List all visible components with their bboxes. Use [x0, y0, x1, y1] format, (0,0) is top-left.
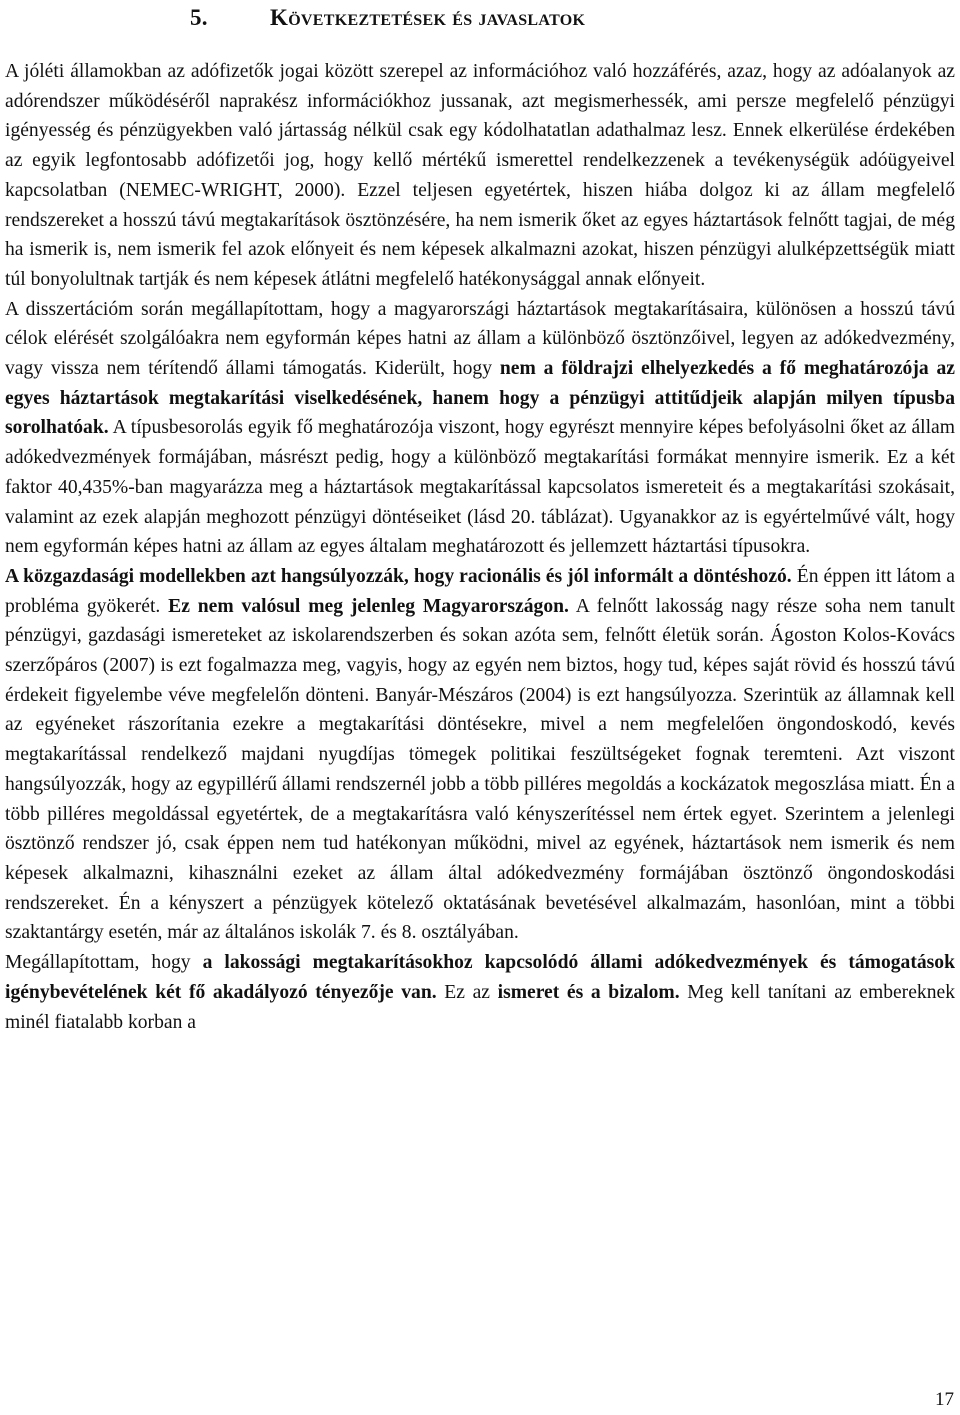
paragraph-2-text-a: A disszertációm során megállapítottam, hogy a magyarországi háztartások megtakarításaira, különösen a hosszú távú célok elérését szolgálóakra nem egyformán képes hatni az állam a különböző ösztönzőivel, legyen az adókedvezmény, vagy vissza nem térítendő állami támogatás. Kiderült, hogy: [5, 298, 955, 380]
section-title: Következtetések és javaslatok: [270, 5, 586, 30]
paragraph-4-text-c: Ez az: [436, 981, 498, 1003]
paragraph-2-bold-finding: nem a földrajzi elhelyezkedés a fő meghatározója az egyes háztartások megtakarítási viselkedésének, hanem hogy a pénzügyi attitűdjeik alapján milyen típusba sorolhatóak.: [5, 358, 956, 439]
paragraph-2: [5, 295, 955, 562]
paragraph-4-text-a: Megállapítottam, hogy: [5, 952, 203, 974]
paragraph-3-text-d: A felnőtt lakosság nagy része soha nem tanult pénzügyi, gazdasági ismereteket az iskolarendszerben és sokan azóta sem, felnőtt életük során. Ágoston Kolos-Kovács szerzőpáros (2007) is ezt fogalmazza meg, vagyis, hogy az egyén nem biztos, hogy tud, képes saját rövid és hosszú távú érdekeit figyelembe véve megfelelőn dönteni. Banyár-Mészáros (2004) is ezt hangsúlyozza. Szerintük az államnak kell az egyéneket rászorítania ezekre a megtakarítási döntésekre, mivel a nem megfelelően öngondoskodó, kevés megtakarítással rendelkező majdani nyugdíjas tömegek politikai feszültségeket fognak teremteni. Azt viszont hangsúlyozzák, hogy az egypillérű állami rendszernél jobb a több pilléres megoldás a kockázatok megoszlása miatt. Én a több pilléres megoldással egyetértek, de a megtakarításra való kényszerítéssel nem értek egyet. Szerintem a jelenlegi ösztönző rendszer jó, csak éppen nem tud hatékonyan működni, mivel az egyének, háztartások nem ismerik és nem képesek alkalmazni, kihasználni ezeket az állam által adókedvezmény formájában ösztönző öngondoskodási rendszereket. Én a kényszert a pénzügyek kötelező oktatásának bevetésével alkalmazám, hasonlóan, mint a többi szaktantárgy esetén, már az általános iskolák 7. és 8. osztályában.: [5, 595, 955, 944]
paragraph-3: [5, 562, 955, 948]
paragraph-4-bold-d: ismeret és a bizalom.: [497, 981, 680, 1003]
section-heading: [5, 0, 955, 35]
paragraph-4-bold-b: a lakossági megtakarításokhoz kapcsolódó állami adókedvezmények és támogatások igénybevételének két fő akadályozó tényezője van.: [5, 952, 955, 1003]
document-page: [5, 0, 955, 1037]
paragraph-2-text-c: A típusbesorolás egyik fő meghatározója viszont, hogy egyrészt mennyire képes befolyásolni őket az állam adókedvezmények formájában, másrészt pedig, hogy a különböző megtakarítási formákat mennyire ismerik. Ez a két faktor 40,435%-ban magyarázza meg a háztartások megtakarítással kapcsolatos ismereteit és a megtakarítási szokásait, valamint az ezek alapján meghozott pénzügyi döntéseiket (lásd 20. táblázat). Ugyanakkor az is egyértelművé vált, hogy nem egyformán képes hatni az állam az egyes általam meghatározott és jellemzett háztartási típusokra.: [5, 417, 955, 558]
paragraph-3-bold-a: A közgazdasági modellekben azt hangsúlyozzák, hogy racionális és jól informált a döntéshozó.: [5, 565, 792, 587]
paragraph-1: A jóléti államokban az adófizetők jogai között szerepel az információhoz való hozzáférés, azaz, hogy az adóalanyok az adórendszer működéséről naprakész információkhoz jussanak, azt megismerhessék, ami persze megfelelő pénzügyi igényesség és pénzügyekben való jártasság nélkül csak egy kódolhatatlan adathalmaz lesz. Ennek elkerülése érdekében az egyik legfontosabb adófizetői jog, hogy kellő mértékű ismerettel rendelkezzenek a tevékenységük adóügyeivel kapcsolatban (NEMEC-WRIGHT, 2000). Ezzel teljesen egyetértek, hiszen hiába dolgoz ki az állam megfelelő rendszereket a hosszú távú megtakarítások ösztönzésére, ha nem ismerik őket az egyes háztartások felnőtt tagjai, de még ha ismerik is, nem ismerik fel azok előnyeit és nem képesek alkalmazni azokat, hiszen pénzügyi alulképzettségük miatt túl bonyolultnak tartják és nem képesek átlátni megfelelő hatékonysággal annak előnyeit.: [5, 61, 955, 290]
paragraph-3-bold-c: Ez nem valósul meg jelenleg Magyarországon.: [168, 595, 569, 617]
paragraph-4: [5, 948, 955, 1037]
page-number: 17: [935, 1389, 954, 1410]
paragraph-3-text-b: Én éppen itt látom a probléma gyökerét.: [5, 565, 956, 617]
section-number: 5.: [190, 5, 208, 30]
paragraph-4-text-e: Meg kell tanítani az embereknek minél fiatalabb korban a: [5, 981, 955, 1033]
